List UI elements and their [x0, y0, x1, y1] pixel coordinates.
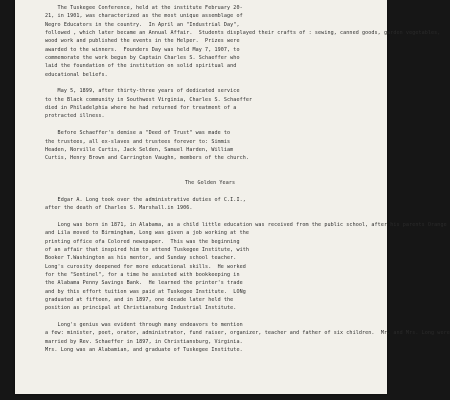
- paragraph-spacer: [45, 121, 375, 129]
- text-line: followed , which later became an Annual Affair. Students displayed their crafts of : sewing, canned goods, garden vegetables,: [45, 30, 441, 37]
- text-line: Long's genius was evident through many endeavors to mention: [45, 322, 243, 329]
- paragraph-deed-of-trust: [45, 129, 375, 162]
- text-line: after the death of Charles S. Marshall.in 1906.: [45, 205, 193, 212]
- text-line: of an affair that inspired him to attend Tuskegee Institute, with: [45, 246, 250, 253]
- text-line: educational beliefs.: [45, 71, 108, 78]
- text-line: for the "Sentinel", for a time he assisted with bookkeeping in: [45, 272, 240, 278]
- text-line: commemorate the work begun by Captain Charles S. Schaeffer who: [45, 55, 240, 62]
- text-line: 21, in 1901, was characterized as the most unique assemblage of: [45, 13, 243, 20]
- paragraph-spacer: [45, 171, 375, 179]
- text-line: Headen, Norville Curtis, Jack Selden, Samuel Harden, William: [45, 146, 234, 153]
- paragraph-spacer: [45, 188, 375, 196]
- text-line: wood work and published the events in the Helper. Prizes were: [45, 38, 240, 45]
- paragraph-spacer: [45, 213, 375, 221]
- text-line: Long was born in 1871, in Alabama, as a child little education was received from the public school, after his parents Orange: [45, 221, 447, 228]
- paragraph-schaeffer-death: [45, 87, 375, 120]
- document-page: [15, 0, 450, 394]
- text-line: Booker T.Washington as his mentor, and Sunday school teacher.: [45, 255, 237, 262]
- paragraph-spacer: [45, 313, 375, 321]
- text-line: died in Philadelphia where he had returned for treatment of a: [45, 105, 237, 112]
- text-line: Long's curosity deepened for more educational skills. He worked: [45, 263, 246, 270]
- paragraph-spacer: [45, 79, 375, 87]
- text-line: the Alabama Penny Savings Bank. He learned the printer's trade: [45, 280, 243, 287]
- text-line: and Lila moved to Birmingham, Long was given a job working at the: [45, 230, 250, 237]
- text-line: the trustees, all ex-slaves and trustees forever to: Simmis: [45, 138, 231, 145]
- paragraph-spacer: [45, 163, 375, 171]
- text-line: Before Schaeffer's demise a "Deed of Trust" was made to: [45, 130, 231, 137]
- paragraph-tuskegee-conference: [45, 4, 441, 79]
- text-line: May 5, 1899, after thirty-three years of dedicated service: [45, 88, 240, 95]
- text-line: and by this effort tuition was paid at Tuskegee Institute. LONg: [45, 288, 246, 295]
- text-line: laid the foundation of the institution on solid spiritual and: [45, 63, 237, 70]
- text-line: Curtis, Henry Brown and Carrington Vaughn, members of the church.: [45, 155, 250, 162]
- text-line: position as principal at Christiansburg Industrial Institute.: [45, 305, 237, 312]
- text-line: printing office ofa Colored newspaper. This was the beginning: [45, 238, 240, 245]
- text-line: Mrs. Long was an Alabamian, and graduate of Tuskegee Institute.: [45, 347, 243, 354]
- text-line: The Tuskegee Conference, held at the institute February 20-: [45, 5, 243, 11]
- typed-text-body: [45, 4, 450, 354]
- text-line: awarded to the winners. Founders Day was held May 7, 1907, to: [45, 46, 240, 53]
- paragraph-long-genius: [45, 321, 450, 354]
- text-line: protracted illness.: [45, 113, 105, 120]
- text-line: graduated at fifteen, and in 1897, one decade later held the: [45, 297, 234, 304]
- text-line: Negro Educators in the country. In April an "Industrial Day",: [45, 21, 240, 28]
- text-line: married by Rev. Schaeffer in 1897, in Christiansburg, Virginia.: [45, 338, 243, 345]
- section-heading: The Golden Years: [184, 180, 236, 187]
- text-line: a few: minister, poet, orator, administrator, fund raiser, organizer, teacher and father of six children. Mr. and Mrs. Long were: [45, 330, 450, 337]
- paragraph-long-biography: [45, 221, 447, 313]
- paragraph-edgar-long: [45, 196, 375, 213]
- text-line: to the Black community in Southwest Virginia, Charles S. Schaeffer: [45, 96, 253, 103]
- text-line: Edgar A. Long took over the administrative duties of C.I.I.,: [45, 196, 246, 203]
